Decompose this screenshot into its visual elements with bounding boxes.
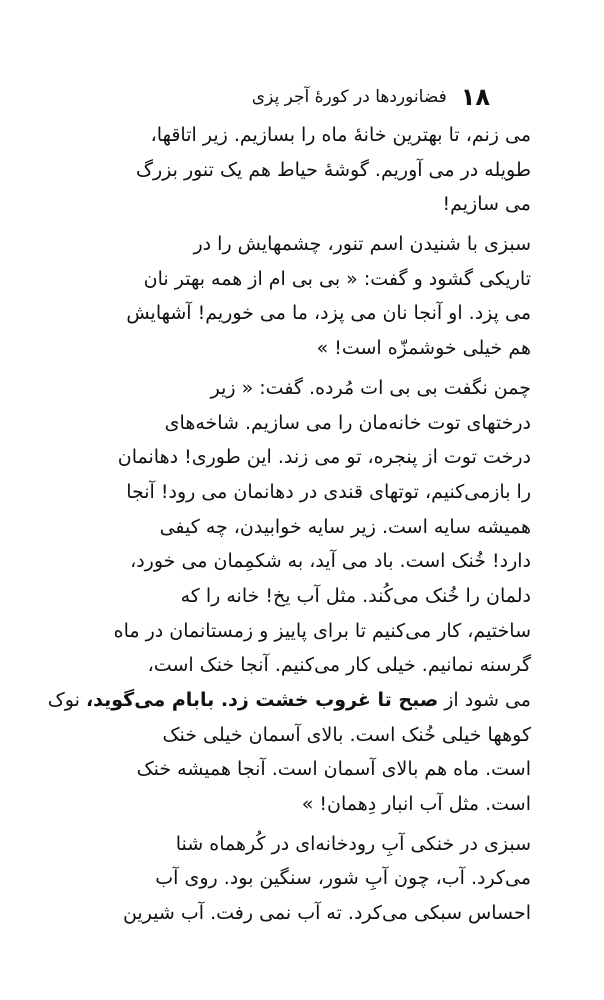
- text-line: می زنم، تا بهترین خانهٔ ماه را بسازیم. زیر اتاقها،: [150, 124, 531, 146]
- text-segment: می شود از: [438, 689, 531, 711]
- bold-text-segment: صبح تا غروب خشت زد. بابام می‌گوید،: [85, 689, 439, 711]
- text-line: است. ماه هم بالای آسمان است. آنجا همیشه خنک: [136, 758, 531, 781]
- text-line: می‌کرد. آب، چون آبِ شور، سنگین بود. روی آب: [155, 867, 531, 890]
- text-line: چمن نگفت بی بی ات مُرده. گفت: « زیر: [210, 376, 531, 399]
- text-line: کوهها خیلی خُنک است. بالای آسمان خیلی خنک: [162, 723, 531, 746]
- text-line: را بازمی‌کنیم، توتهای قندی در دهانمان می رود! آنجا: [126, 480, 531, 503]
- text-line: احساس سبکی می‌کرد. ته آب نمی رفت. آب شیرین: [122, 902, 531, 925]
- text-line: درخت توت از پنجره، تو می زند. این طوری! دهانمان: [117, 446, 531, 469]
- running-head: [251, 80, 490, 114]
- text-line: همیشه سایه است. زیر سایه خوابیدن، چه کیفی: [159, 515, 531, 538]
- text-line-with-bold: [47, 683, 531, 718]
- text-line: درختهای توت خانه‌مان را می سازیم. شاخه‌های: [164, 411, 531, 434]
- text-line: گرسنه نمانیم. خیلی کار می‌کنیم. آنجا خنک است،: [147, 654, 531, 677]
- page-number: ۱۸: [460, 83, 490, 111]
- text-line: است. مثل آب انبار دِهمان! »: [301, 793, 531, 816]
- text-line: سبزی با شنیدن اسم تنور، چشمهایش را در: [193, 233, 531, 256]
- text-line: سبزی در خنکی آبِ رودخانه‌ای در کُرهماه شنا: [175, 832, 531, 855]
- text-line: ساختیم، کار می‌کنیم تا برای پاییز و زمستانمان در ماه: [113, 619, 531, 642]
- text-line: می پزد. او آنجا نان می پزد، ما می خوریم! آشهایش: [126, 302, 531, 325]
- book-title: فضانوردها در کورهٔ آجر پزی: [251, 87, 447, 107]
- body-text: [47, 118, 531, 931]
- text-line: دارد! خُنک است. باد می آید، به شکمِمان می خورد،: [130, 550, 531, 573]
- text-line: هم خیلی خوشمزّه است! »: [316, 337, 531, 360]
- text-line: طویله در می آوریم. گوشهٔ حیاط هم یک تنور بزرگ: [135, 158, 531, 181]
- text-line: تاریکی گشود و گفت: « بی بی ام از همه بهتر نان: [143, 267, 531, 290]
- text-line: دلمان را خُنک می‌کُند. مثل آب یخ! خانه را که: [180, 584, 531, 607]
- text-segment: نوک: [47, 689, 86, 711]
- text-line: می سازیم!: [442, 193, 531, 216]
